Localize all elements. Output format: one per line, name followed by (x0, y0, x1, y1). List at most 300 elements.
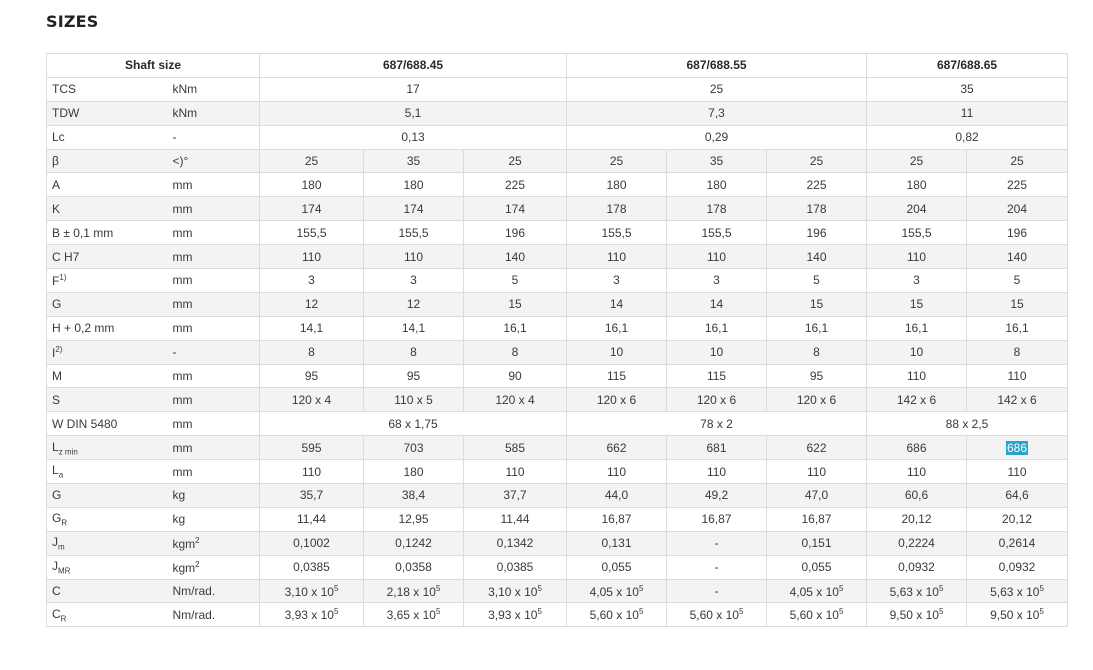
value-text: 174 (505, 201, 526, 216)
unit-label: mm (172, 201, 193, 216)
table-row (47, 484, 1068, 508)
value-text: 15 (809, 297, 824, 312)
sizes-table (46, 53, 1068, 627)
value-text: 155,5 (901, 225, 932, 240)
value-cell (260, 149, 364, 173)
value-text: 90 (508, 369, 522, 384)
value-cell (767, 149, 867, 173)
table-row (47, 149, 1068, 173)
value-cell (364, 221, 464, 245)
value-cell (364, 460, 464, 484)
value-cell (667, 364, 767, 388)
value-cell (260, 555, 364, 579)
value-cell (667, 603, 767, 627)
value-cell (260, 507, 364, 531)
table-row (47, 507, 1068, 531)
value-cell (567, 221, 667, 245)
value-exponent: 5 (1039, 607, 1044, 617)
unit-label: kNm (172, 106, 198, 121)
value-cell (260, 269, 364, 293)
value-text: 120 x 6 (796, 392, 837, 407)
table-row (47, 245, 1068, 269)
value-text: 178 (606, 201, 627, 216)
value-text: - (714, 560, 719, 575)
value-cell (767, 245, 867, 269)
value-cell (967, 436, 1068, 460)
value-text: 180 (906, 177, 927, 192)
value-text: 174 (403, 201, 424, 216)
unit-label: Nm/rad. (172, 607, 216, 622)
value-cell (867, 388, 967, 412)
unit-label: mm (172, 249, 193, 264)
value-text: 3 (410, 273, 417, 288)
value-cell (364, 555, 464, 579)
value-text: 20,12 (1002, 512, 1033, 527)
value-text: 68 x 1,75 (388, 416, 438, 431)
value-text: 155,5 (296, 225, 327, 240)
unit-label: mm (172, 177, 193, 192)
value-text: 47,0 (804, 488, 829, 503)
value-text: 0,0385 (496, 560, 534, 575)
value-text: 8 (511, 345, 519, 360)
parameter-superscript: 2) (55, 344, 63, 354)
value-cell (767, 197, 867, 221)
value-text: 15 (1010, 297, 1024, 312)
parameter-cell (47, 484, 168, 508)
value-text: 3 (308, 273, 315, 288)
value-text: 110 (1007, 369, 1027, 384)
value-exponent: 5 (638, 607, 644, 617)
value-text: 16,87 (601, 512, 632, 527)
value-cell (867, 579, 967, 603)
value-text: 60,6 (904, 488, 929, 503)
value-text: 10 (709, 345, 724, 360)
value-text: 0,0932 (998, 560, 1036, 575)
table-row (47, 436, 1068, 460)
parameter-subscript: a (58, 470, 64, 480)
group-header: 687/688.55 (567, 54, 867, 78)
value-cell (260, 101, 567, 125)
unit-label: mm (172, 440, 193, 455)
value-text: 0,2224 (898, 536, 935, 551)
value-text: 14 (609, 297, 624, 312)
value-cell (260, 125, 567, 149)
value-cell (867, 507, 967, 531)
value-text: 95 (809, 369, 824, 384)
value-cell (464, 149, 567, 173)
group-header: 687/688.45 (260, 54, 567, 78)
value-cell (260, 197, 364, 221)
value-text: 622 (806, 440, 827, 455)
value-text: 88 x 2,5 (945, 416, 989, 431)
value-text: 12 (304, 297, 319, 312)
unit-cell (168, 388, 260, 412)
value-text: 180 (706, 177, 727, 192)
unit-label: mm (172, 321, 193, 336)
table-header-row (47, 54, 1068, 78)
value-cell (967, 149, 1068, 173)
value-text: 110 (606, 464, 627, 479)
value-cell (364, 173, 464, 197)
unit-cell (168, 101, 260, 125)
value-text: 174 (301, 201, 322, 216)
value-cell (967, 221, 1068, 245)
parameter-cell (47, 555, 168, 579)
value-cell (667, 484, 767, 508)
value-cell (464, 364, 567, 388)
value-text: 78 x 2 (700, 416, 733, 431)
value-text: 196 (1007, 225, 1028, 240)
parameter-label: F (52, 273, 60, 288)
parameter-label: M (52, 369, 62, 384)
value-cell (364, 531, 464, 555)
value-exponent: 5 (333, 607, 339, 617)
value-text: 16,1 (904, 321, 929, 336)
value-cell (667, 555, 767, 579)
parameter-cell (47, 579, 168, 603)
value-cell (867, 555, 967, 579)
unit-cell (168, 460, 260, 484)
value-cell (767, 269, 867, 293)
value-exponent: 5 (537, 583, 542, 593)
parameter-label: C H7 (52, 249, 80, 264)
value-cell (364, 316, 464, 340)
parameter-cell (47, 125, 168, 149)
parameter-label: L (52, 463, 59, 478)
value-text: 5,60 x 10 (789, 608, 839, 623)
value-cell (464, 269, 567, 293)
value-cell (364, 197, 464, 221)
value-cell (967, 245, 1068, 269)
value-text: 5,60 x 10 (689, 608, 739, 623)
value-text: 0,82 (955, 130, 979, 145)
parameter-label: S (52, 392, 61, 407)
value-text: 15 (909, 297, 924, 312)
value-text: 8 (813, 345, 820, 360)
page-title: SIZES (46, 12, 99, 31)
value-cell (667, 388, 767, 412)
table-row (47, 292, 1068, 316)
value-cell (364, 603, 464, 627)
value-cell (260, 364, 364, 388)
unit-cell (168, 484, 260, 508)
value-cell (767, 436, 867, 460)
value-text: 0,131 (601, 536, 632, 551)
value-text: 0,0358 (395, 560, 432, 575)
unit-label: kgm (172, 536, 196, 551)
table-row (47, 340, 1068, 364)
unit-label: mm (172, 273, 193, 288)
value-text: 0,13 (401, 130, 425, 145)
value-text: 180 (403, 464, 424, 479)
value-cell (867, 460, 967, 484)
value-text: 7,3 (708, 106, 725, 121)
parameter-label: J (52, 558, 58, 573)
value-text: 110 (906, 249, 927, 264)
value-text: - (714, 536, 719, 551)
parameter-label: C (52, 606, 61, 621)
value-cell (667, 579, 767, 603)
value-text: 3,10 x 10 (488, 584, 538, 599)
value-text: 5,63 x 10 (889, 584, 939, 599)
value-text: 16,1 (503, 321, 527, 336)
value-text: 25 (609, 154, 624, 168)
value-text: 155,5 (398, 225, 429, 240)
value-text: 110 (403, 249, 424, 264)
unit-cell (168, 221, 260, 245)
value-cell (260, 412, 567, 436)
unit-cell (168, 173, 260, 197)
value-cell (867, 173, 967, 197)
value-text: 110 (301, 464, 322, 479)
value-text: 178 (806, 201, 827, 216)
parameter-label: H + 0,2 mm (52, 321, 115, 336)
value-text: 35 (406, 154, 421, 168)
unit-label: kNm (172, 82, 198, 97)
value-cell (567, 460, 667, 484)
parameter-label: A (52, 177, 61, 192)
value-cell (667, 221, 767, 245)
parameter-label: G (52, 488, 62, 503)
value-cell (364, 484, 464, 508)
value-text: 110 (505, 464, 525, 479)
value-text: 14 (709, 297, 724, 312)
value-text: 17 (406, 82, 420, 97)
value-text: 0,0385 (293, 560, 330, 575)
value-cell (867, 603, 967, 627)
value-cell (364, 269, 464, 293)
value-cell (567, 101, 867, 125)
value-text: 95 (304, 369, 319, 384)
value-cell (364, 436, 464, 460)
table-row (47, 364, 1068, 388)
value-cell (260, 579, 364, 603)
value-text: 110 (906, 464, 927, 479)
value-cell (464, 555, 567, 579)
parameter-label: W DIN 5480 (52, 416, 118, 431)
value-text: 16,1 (804, 321, 829, 336)
value-cell (364, 292, 464, 316)
value-cell (767, 603, 867, 627)
value-cell (464, 531, 567, 555)
value-cell (567, 292, 667, 316)
value-exponent: 5 (938, 607, 944, 617)
shaft-size-header: Shaft size (47, 54, 260, 78)
value-text: 25 (304, 154, 319, 168)
value-cell (260, 340, 364, 364)
value-text: 595 (301, 440, 322, 455)
value-cell (260, 603, 364, 627)
value-cell (464, 173, 567, 197)
value-text: 115 (606, 369, 627, 384)
value-text: 681 (706, 440, 727, 455)
parameter-cell (47, 460, 168, 484)
value-cell (967, 603, 1068, 627)
unit-cell (168, 364, 260, 388)
value-exponent: 5 (838, 607, 844, 617)
value-cell (967, 340, 1068, 364)
value-text: 35 (960, 82, 974, 97)
value-cell (767, 173, 867, 197)
value-text: 0,055 (601, 560, 632, 575)
unit-label: kg (172, 512, 186, 527)
value-cell (767, 340, 867, 364)
value-cell (767, 221, 867, 245)
value-text: 180 (403, 177, 424, 192)
value-text: 5 (1013, 273, 1021, 288)
value-cell (767, 460, 867, 484)
parameter-subscript: MR (58, 566, 71, 576)
value-exponent: 5 (435, 583, 441, 593)
value-cell (667, 507, 767, 531)
value-cell (464, 507, 567, 531)
parameter-cell (47, 436, 168, 460)
value-cell (567, 316, 667, 340)
value-text: 3 (613, 273, 620, 288)
value-text: 5,63 x 10 (990, 584, 1040, 599)
value-text: 204 (906, 201, 927, 216)
value-cell (867, 245, 967, 269)
value-text: 0,055 (801, 560, 832, 575)
value-text: 585 (505, 440, 526, 455)
value-text: 140 (505, 249, 526, 264)
value-cell (667, 245, 767, 269)
value-cell (867, 436, 967, 460)
value-cell (364, 364, 464, 388)
value-cell (967, 507, 1068, 531)
parameter-cell (47, 603, 168, 627)
value-text: 110 (1007, 464, 1027, 479)
unit-label: mm (172, 392, 193, 407)
table-row (47, 579, 1068, 603)
parameter-cell (47, 77, 168, 101)
value-text: 110 (706, 464, 727, 479)
value-cell (464, 221, 567, 245)
value-text: 662 (606, 440, 627, 455)
value-text: 120 x 6 (696, 392, 737, 407)
value-cell (867, 125, 1068, 149)
value-cell (767, 484, 867, 508)
table-row (47, 269, 1068, 293)
value-cell (260, 531, 364, 555)
value-cell (867, 149, 967, 173)
value-text: 115 (706, 369, 727, 384)
value-cell (667, 531, 767, 555)
value-cell (567, 269, 667, 293)
value-text: 142 x 6 (896, 392, 937, 407)
value-text: 8 (1013, 345, 1021, 360)
unit-label: - (172, 345, 177, 360)
value-cell (464, 292, 567, 316)
unit-superscript: 2 (195, 535, 200, 545)
value-cell (567, 173, 667, 197)
unit-cell (168, 436, 260, 460)
value-cell (567, 197, 667, 221)
value-cell (667, 149, 767, 173)
value-exponent: 5 (638, 583, 644, 593)
unit-cell (168, 292, 260, 316)
parameter-cell (47, 292, 168, 316)
value-cell (567, 603, 667, 627)
value-text: 3,93 x 10 (488, 608, 538, 623)
parameter-subscript: R (61, 518, 68, 528)
value-cell (260, 245, 364, 269)
value-text: 225 (806, 177, 827, 192)
value-cell (567, 412, 867, 436)
value-cell (364, 149, 464, 173)
value-cell (260, 460, 364, 484)
value-cell (967, 388, 1068, 412)
value-text: 14,1 (401, 321, 426, 336)
parameter-label: C (52, 584, 61, 599)
group-header: 687/688.65 (867, 54, 1068, 78)
parameter-cell (47, 388, 168, 412)
value-text: 25 (709, 82, 724, 97)
value-exponent: 5 (1039, 583, 1044, 593)
parameter-subscript: z min (58, 446, 78, 456)
parameter-label: TDW (52, 106, 80, 121)
value-text: 11,44 (296, 512, 327, 527)
value-cell (364, 245, 464, 269)
value-text: 9,50 x 10 (990, 608, 1040, 623)
value-cell (567, 555, 667, 579)
parameter-subscript: m (58, 542, 65, 552)
value-cell (464, 197, 567, 221)
value-cell (464, 245, 567, 269)
value-text: 110 x 5 (394, 392, 433, 407)
value-exponent: 5 (333, 583, 339, 593)
value-cell (967, 197, 1068, 221)
value-text: 3 (913, 273, 920, 288)
value-text: 16,1 (604, 321, 629, 336)
value-cell (867, 292, 967, 316)
table-row (47, 531, 1068, 555)
value-text: 5,1 (404, 106, 422, 121)
parameter-label: G (52, 511, 62, 526)
parameter-cell (47, 149, 168, 173)
unit-cell (168, 531, 260, 555)
value-text: 5 (813, 273, 820, 288)
unit-label: mm (172, 369, 193, 384)
value-text: 16,87 (801, 512, 832, 527)
unit-cell (168, 340, 260, 364)
value-cell (567, 436, 667, 460)
unit-label: mm (172, 464, 193, 479)
table-row (47, 412, 1068, 436)
value-cell (464, 340, 567, 364)
value-text: 204 (1007, 201, 1028, 216)
parameter-label: L (52, 439, 59, 454)
table-row (47, 555, 1068, 579)
value-cell (567, 149, 667, 173)
value-text: 5 (511, 273, 519, 288)
value-text: 4,05 x 10 (789, 584, 839, 599)
value-text: 196 (806, 225, 827, 240)
value-cell (567, 507, 667, 531)
value-text: 12 (406, 297, 421, 312)
parameter-superscript: 1) (59, 272, 67, 282)
value-text: 120 x 4 (291, 392, 332, 407)
unit-label: mm (172, 225, 193, 240)
value-cell (867, 531, 967, 555)
value-text: 10 (609, 345, 624, 360)
value-cell (464, 460, 567, 484)
value-text: 15 (508, 297, 522, 312)
value-cell (867, 412, 1068, 436)
value-cell (260, 173, 364, 197)
unit-cell (168, 269, 260, 293)
value-text: 16,87 (701, 512, 732, 527)
